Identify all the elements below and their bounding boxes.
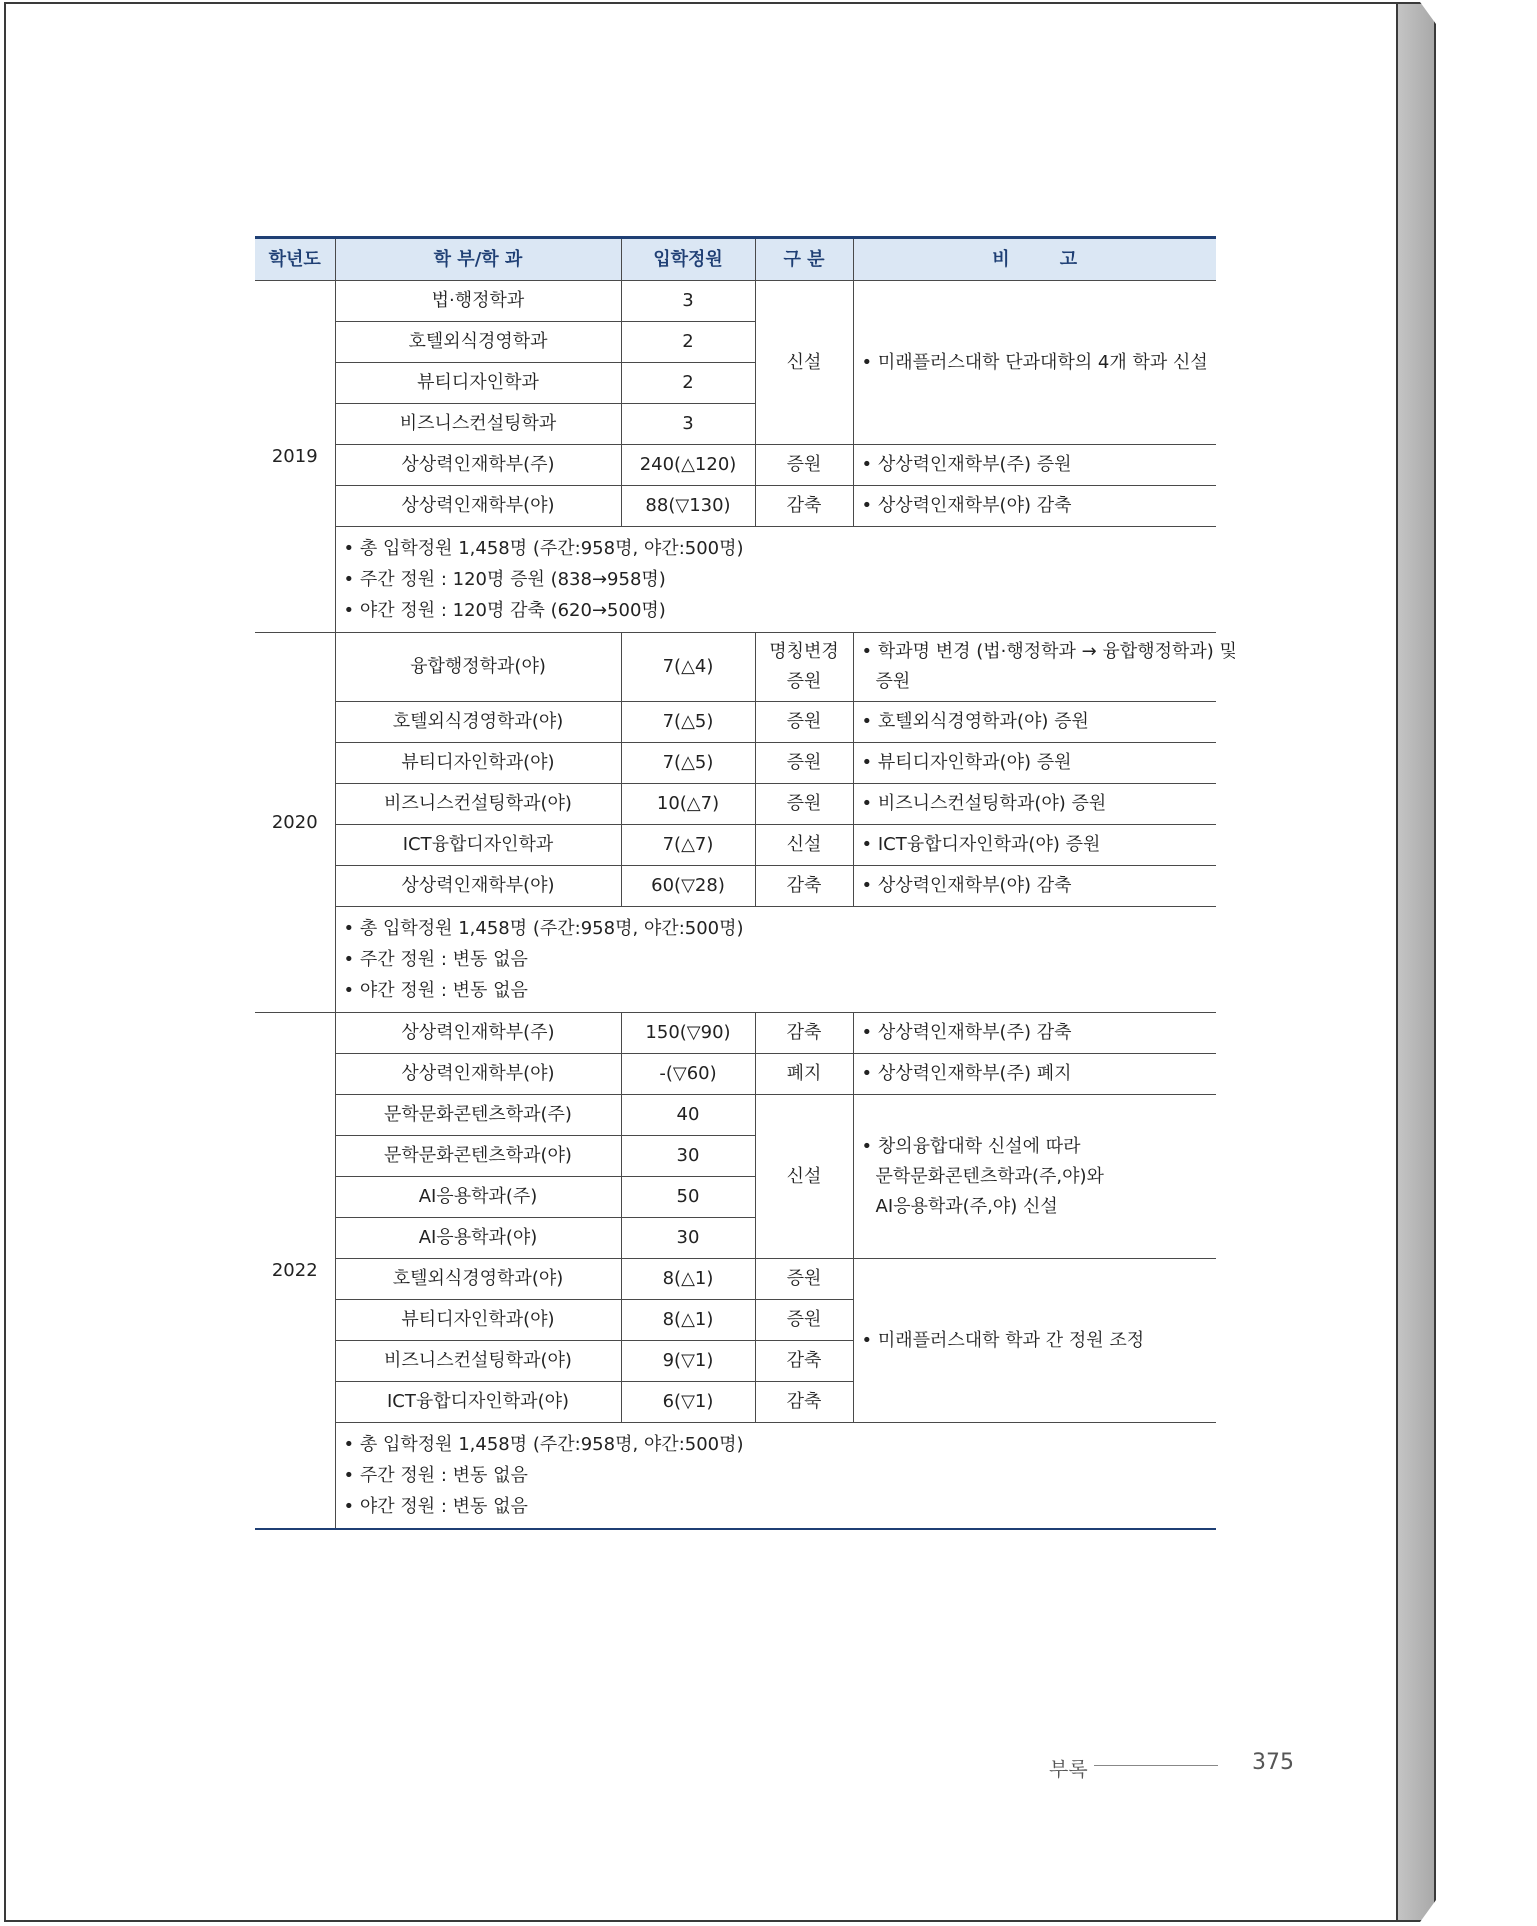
quota-cell: 2	[621, 322, 755, 363]
type-cell: 증원	[755, 1300, 853, 1341]
note-cell: • ICT융합디자인학과(야) 증원	[853, 825, 1216, 866]
summary-line: • 야간 정원 : 변동 없음	[343, 980, 528, 1001]
table-row	[255, 445, 1216, 486]
year-cell-2020: 2020	[255, 633, 335, 1013]
quota-cell: 240(△120)	[621, 445, 755, 486]
dept-cell: 상상력인재학부(야)	[335, 866, 621, 907]
note-cell: • 상상력인재학부(주) 폐지	[853, 1054, 1216, 1095]
type-cell: 신설	[755, 1095, 853, 1259]
table-row	[255, 1013, 1216, 1054]
quota-cell: 9(▽1)	[621, 1341, 755, 1382]
note-cell: • 미래플러스대학 학과 간 정원 조정	[853, 1259, 1216, 1423]
summary-cell-2022	[335, 1423, 1216, 1530]
dept-cell: 문학문화콘텐츠학과(야)	[335, 1136, 621, 1177]
type-cell: 증원	[755, 784, 853, 825]
table-row	[255, 702, 1216, 743]
summary-line: • 총 입학정원 1,458명 (주간:958명, 야간:500명)	[343, 538, 744, 559]
table-row	[255, 1054, 1216, 1095]
quota-cell: 30	[621, 1218, 755, 1259]
dept-cell: 비즈니스컨설팅학과(야)	[335, 1341, 621, 1382]
table-row	[255, 825, 1216, 866]
note-line: • 학과명 변경 (법·행정학과 → 융합행정학과) 및	[861, 641, 1237, 662]
year-cell-2019: 2019	[255, 281, 335, 633]
type-cell: 증원	[755, 1259, 853, 1300]
header-quota: 입학정원	[621, 238, 755, 281]
type-cell: 신설	[755, 281, 853, 445]
dept-cell: 뷰티디자인학과	[335, 363, 621, 404]
type-cell	[755, 633, 853, 702]
note-cell: • 상상력인재학부(주) 감축	[853, 1013, 1216, 1054]
table-row	[255, 866, 1216, 907]
dept-cell: AI응용학과(주)	[335, 1177, 621, 1218]
quota-cell: 40	[621, 1095, 755, 1136]
quota-cell: 2	[621, 363, 755, 404]
note-line: AI응용학과(주,야) 신설	[875, 1195, 1058, 1217]
note-cell: • 호텔외식경영학과(야) 증원	[853, 702, 1216, 743]
type-cell: 증원	[755, 743, 853, 784]
note-line: • 창의융합대학 신설에 따라	[861, 1135, 1081, 1157]
dept-cell: 융합행정학과(야)	[335, 633, 621, 702]
type-cell: 감축	[755, 1013, 853, 1054]
type-cell: 신설	[755, 825, 853, 866]
quota-cell: -(▽60)	[621, 1054, 755, 1095]
table-row	[255, 1259, 1216, 1300]
summary-line: • 야간 정원 : 120명 감축 (620→500명)	[343, 600, 666, 621]
summary-line: • 야간 정원 : 변동 없음	[343, 1496, 528, 1517]
quota-cell: 88(▽130)	[621, 486, 755, 527]
note-cell: • 상상력인재학부(야) 감축	[853, 866, 1216, 907]
quota-cell: 3	[621, 404, 755, 445]
quota-cell: 7(△5)	[621, 702, 755, 743]
dept-cell: 뷰티디자인학과(야)	[335, 1300, 621, 1341]
page-stack-edge	[1398, 2, 1436, 1922]
footer-section-label: 부록	[1049, 1757, 1088, 1781]
summary-row	[255, 527, 1216, 633]
dept-cell: 법·행정학과	[335, 281, 621, 322]
dept-cell: 상상력인재학부(주)	[335, 445, 621, 486]
dept-cell: 호텔외식경영학과(야)	[335, 702, 621, 743]
table-row	[255, 1095, 1216, 1136]
summary-cell-2020	[335, 907, 1216, 1013]
quota-cell: 7(△7)	[621, 825, 755, 866]
page-number: 375	[1252, 1750, 1294, 1775]
type-cell: 감축	[755, 866, 853, 907]
quota-cell: 10(△7)	[621, 784, 755, 825]
table-row	[255, 633, 1216, 702]
dept-cell: 상상력인재학부(야)	[335, 486, 621, 527]
quota-cell: 6(▽1)	[621, 1382, 755, 1423]
note-line: 문학문화콘텐츠학과(주,야)와	[875, 1165, 1104, 1187]
quota-cell: 60(▽28)	[621, 866, 755, 907]
type-cell: 감축	[755, 486, 853, 527]
summary-cell-2019	[335, 527, 1216, 633]
type-cell: 감축	[755, 1382, 853, 1423]
summary-row	[255, 1423, 1216, 1530]
dept-cell: 뷰티디자인학과(야)	[335, 743, 621, 784]
quota-cell: 30	[621, 1136, 755, 1177]
quota-cell: 150(▽90)	[621, 1013, 755, 1054]
dept-cell: AI응용학과(야)	[335, 1218, 621, 1259]
summary-line: • 주간 정원 : 변동 없음	[343, 1465, 528, 1486]
dept-cell: 호텔외식경영학과	[335, 322, 621, 363]
summary-line: • 총 입학정원 1,458명 (주간:958명, 야간:500명)	[343, 918, 744, 939]
type-line: 명칭변경	[769, 641, 839, 662]
note-cell: • 상상력인재학부(주) 증원	[853, 445, 1216, 486]
header-note: 비 고	[853, 238, 1216, 281]
note-cell	[853, 1095, 1216, 1259]
note-cell: • 미래플러스대학 단과대학의 4개 학과 신설	[853, 281, 1216, 445]
quota-cell: 50	[621, 1177, 755, 1218]
header-type: 구 분	[755, 238, 853, 281]
dept-cell: 비즈니스컨설팅학과(야)	[335, 784, 621, 825]
table-row	[255, 281, 1216, 322]
type-cell: 폐지	[755, 1054, 853, 1095]
header-year: 학년도	[255, 238, 335, 281]
note-cell: • 뷰티디자인학과(야) 증원	[853, 743, 1216, 784]
dept-cell: 상상력인재학부(야)	[335, 1054, 621, 1095]
header-dept: 학 부/학 과	[335, 238, 621, 281]
note-cell: • 비즈니스컨설팅학과(야) 증원	[853, 784, 1216, 825]
summary-line: • 주간 정원 : 변동 없음	[343, 949, 528, 970]
dept-cell: 비즈니스컨설팅학과	[335, 404, 621, 445]
summary-line: • 총 입학정원 1,458명 (주간:958명, 야간:500명)	[343, 1434, 744, 1455]
dept-cell: 문학문화콘텐츠학과(주)	[335, 1095, 621, 1136]
note-cell: • 상상력인재학부(야) 감축	[853, 486, 1216, 527]
quota-cell: 7(△5)	[621, 743, 755, 784]
table-row	[255, 486, 1216, 527]
table-row	[255, 784, 1216, 825]
summary-row	[255, 907, 1216, 1013]
type-line: 증원	[786, 671, 822, 692]
footer-rule	[1094, 1765, 1218, 1766]
type-cell: 증원	[755, 445, 853, 486]
type-cell: 증원	[755, 702, 853, 743]
dept-cell: ICT융합디자인학과	[335, 825, 621, 866]
table-row	[255, 743, 1216, 784]
note-cell	[853, 633, 1237, 702]
quota-cell: 7(△4)	[621, 633, 755, 702]
quota-cell: 8(△1)	[621, 1259, 755, 1300]
quota-cell: 3	[621, 281, 755, 322]
summary-line: • 주간 정원 : 120명 증원 (838→958명)	[343, 569, 666, 590]
dept-cell: ICT융합디자인학과(야)	[335, 1382, 621, 1423]
note-line: 증원	[875, 671, 911, 692]
year-cell-2022: 2022	[255, 1013, 335, 1530]
quota-cell: 8(△1)	[621, 1300, 755, 1341]
dept-cell: 상상력인재학부(주)	[335, 1013, 621, 1054]
table-header-row	[255, 238, 1216, 281]
admission-quota-table	[255, 236, 1237, 1530]
type-cell: 감축	[755, 1341, 853, 1382]
dept-cell: 호텔외식경영학과(야)	[335, 1259, 621, 1300]
